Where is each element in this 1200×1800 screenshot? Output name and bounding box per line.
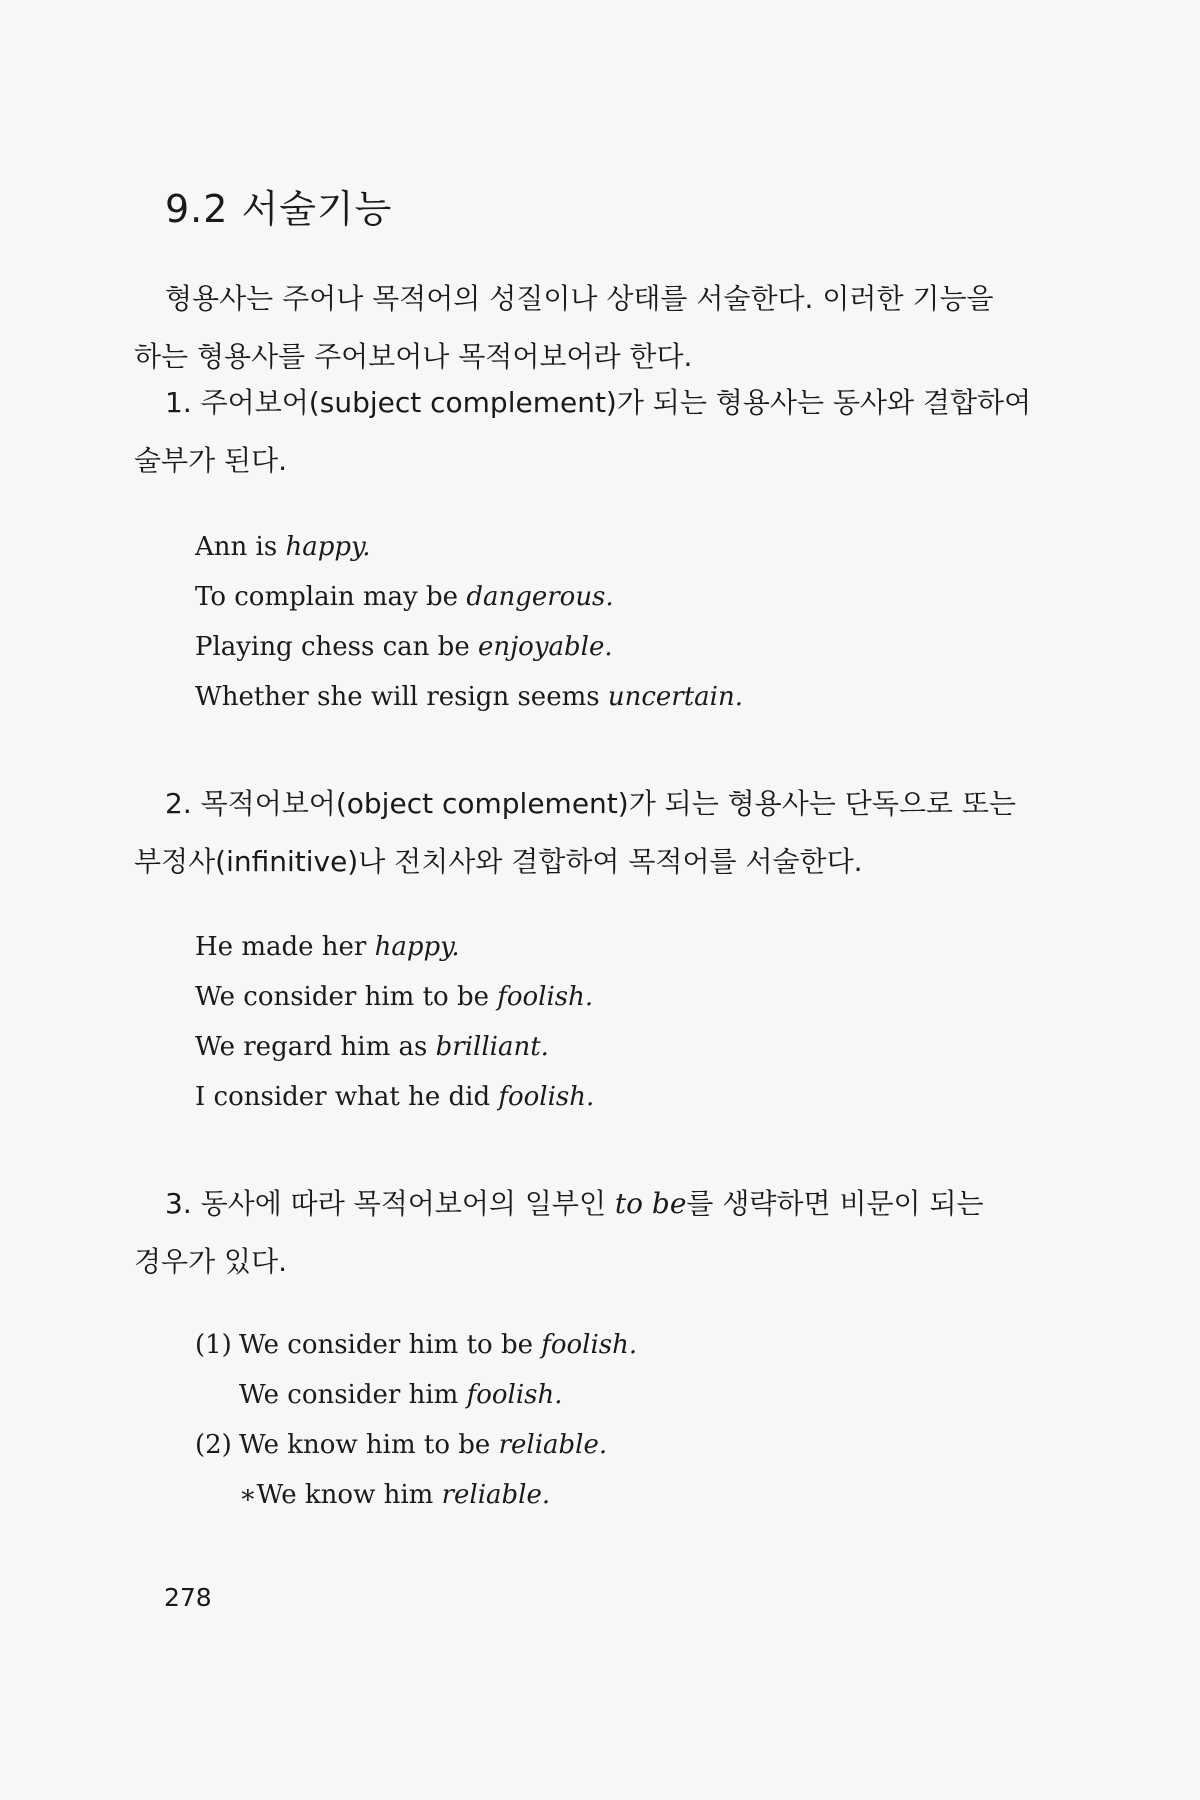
example-sentence xyxy=(195,1470,1045,1520)
point-3-paragraph xyxy=(134,1175,1046,1291)
example-plain-text: Ann is xyxy=(195,532,286,562)
example-italic-adjective: reliable. xyxy=(441,1480,551,1510)
section-title: 9.2 서술기능 xyxy=(165,187,393,231)
example-sentence xyxy=(195,672,1045,722)
example-sentence xyxy=(195,622,1045,672)
example-plain-text: He made her xyxy=(195,932,375,962)
example-italic-adjective: foolish. xyxy=(498,1082,595,1112)
example-plain-text: We regard him as xyxy=(195,1032,436,1062)
example-sentence xyxy=(195,1022,1045,1072)
example-sentence xyxy=(195,522,1045,572)
point-3-line-1 xyxy=(134,1175,1046,1233)
example-italic-adjective: foolish. xyxy=(541,1330,638,1360)
example-sentence xyxy=(195,922,1045,972)
point-2-line-1: 2. 목적어보어(object complement)가 되는 형용사는 단독으로 또는 xyxy=(165,787,1016,820)
intro-paragraph xyxy=(134,270,1046,386)
point-1-line-2: 술부가 된다. xyxy=(134,444,288,477)
example-italic-adjective: foolish. xyxy=(466,1380,563,1410)
example-plain-text: I consider what he did xyxy=(195,1082,499,1112)
example-plain-text: We consider him to be xyxy=(239,1330,542,1360)
example-italic-adjective: foolish. xyxy=(497,982,594,1012)
examples-to-be-omission xyxy=(195,1320,1045,1520)
point-2-paragraph xyxy=(134,775,1046,891)
example-sentence xyxy=(195,1072,1045,1122)
point-2-line-2: 부정사(infinitive)나 전치사와 결합하여 목적어를 서술한다. xyxy=(134,845,863,878)
example-plain-text: Whether she will resign seems xyxy=(195,682,608,712)
example-number: (1) xyxy=(195,1330,232,1360)
intro-line-2: 하는 형용사를 주어보어나 목적어보어라 한다. xyxy=(134,340,693,373)
example-italic-adjective: brilliant. xyxy=(435,1032,549,1062)
examples-object-complement xyxy=(195,922,1045,1122)
example-italic-adjective: happy. xyxy=(374,932,460,962)
example-plain-text: We know him to be xyxy=(239,1430,499,1460)
example-sentence xyxy=(195,1320,1045,1370)
example-italic-adjective: reliable. xyxy=(498,1430,608,1460)
page-number: 278 xyxy=(164,1583,212,1612)
example-plain-text: To complain may be xyxy=(195,582,467,612)
example-plain-text: ∗We know him xyxy=(239,1480,442,1510)
example-number: (2) xyxy=(195,1430,232,1460)
example-sentence xyxy=(195,1420,1045,1470)
point-3-italic-phrase: to be xyxy=(614,1187,687,1220)
example-sentence xyxy=(195,572,1045,622)
point-1-line-1: 1. 주어보어(subject complement)가 되는 형용사는 동사와 결합하여 xyxy=(165,386,1032,419)
point-1-paragraph xyxy=(134,374,1046,490)
example-sentence xyxy=(195,972,1045,1022)
example-italic-adjective: dangerous. xyxy=(466,582,614,612)
examples-subject-complement xyxy=(195,522,1045,722)
example-plain-text: Playing chess can be xyxy=(195,632,478,662)
example-italic-adjective: happy. xyxy=(285,532,371,562)
example-italic-adjective: enjoyable. xyxy=(477,632,613,662)
point-3-suffix: 를 생략하면 비문이 되는 xyxy=(686,1187,984,1220)
point-3-line-2: 경우가 있다. xyxy=(134,1245,288,1278)
example-italic-adjective: uncertain. xyxy=(607,682,743,712)
intro-line-1: 형용사는 주어나 목적어의 성질이나 상태를 서술한다. 이러한 기능을 xyxy=(165,282,994,315)
example-plain-text: We consider him xyxy=(239,1380,467,1410)
example-plain-text: We consider him to be xyxy=(195,982,498,1012)
point-3-prefix: 3. 동사에 따라 목적어보어의 일부인 xyxy=(165,1187,615,1220)
example-sentence xyxy=(195,1370,1045,1420)
